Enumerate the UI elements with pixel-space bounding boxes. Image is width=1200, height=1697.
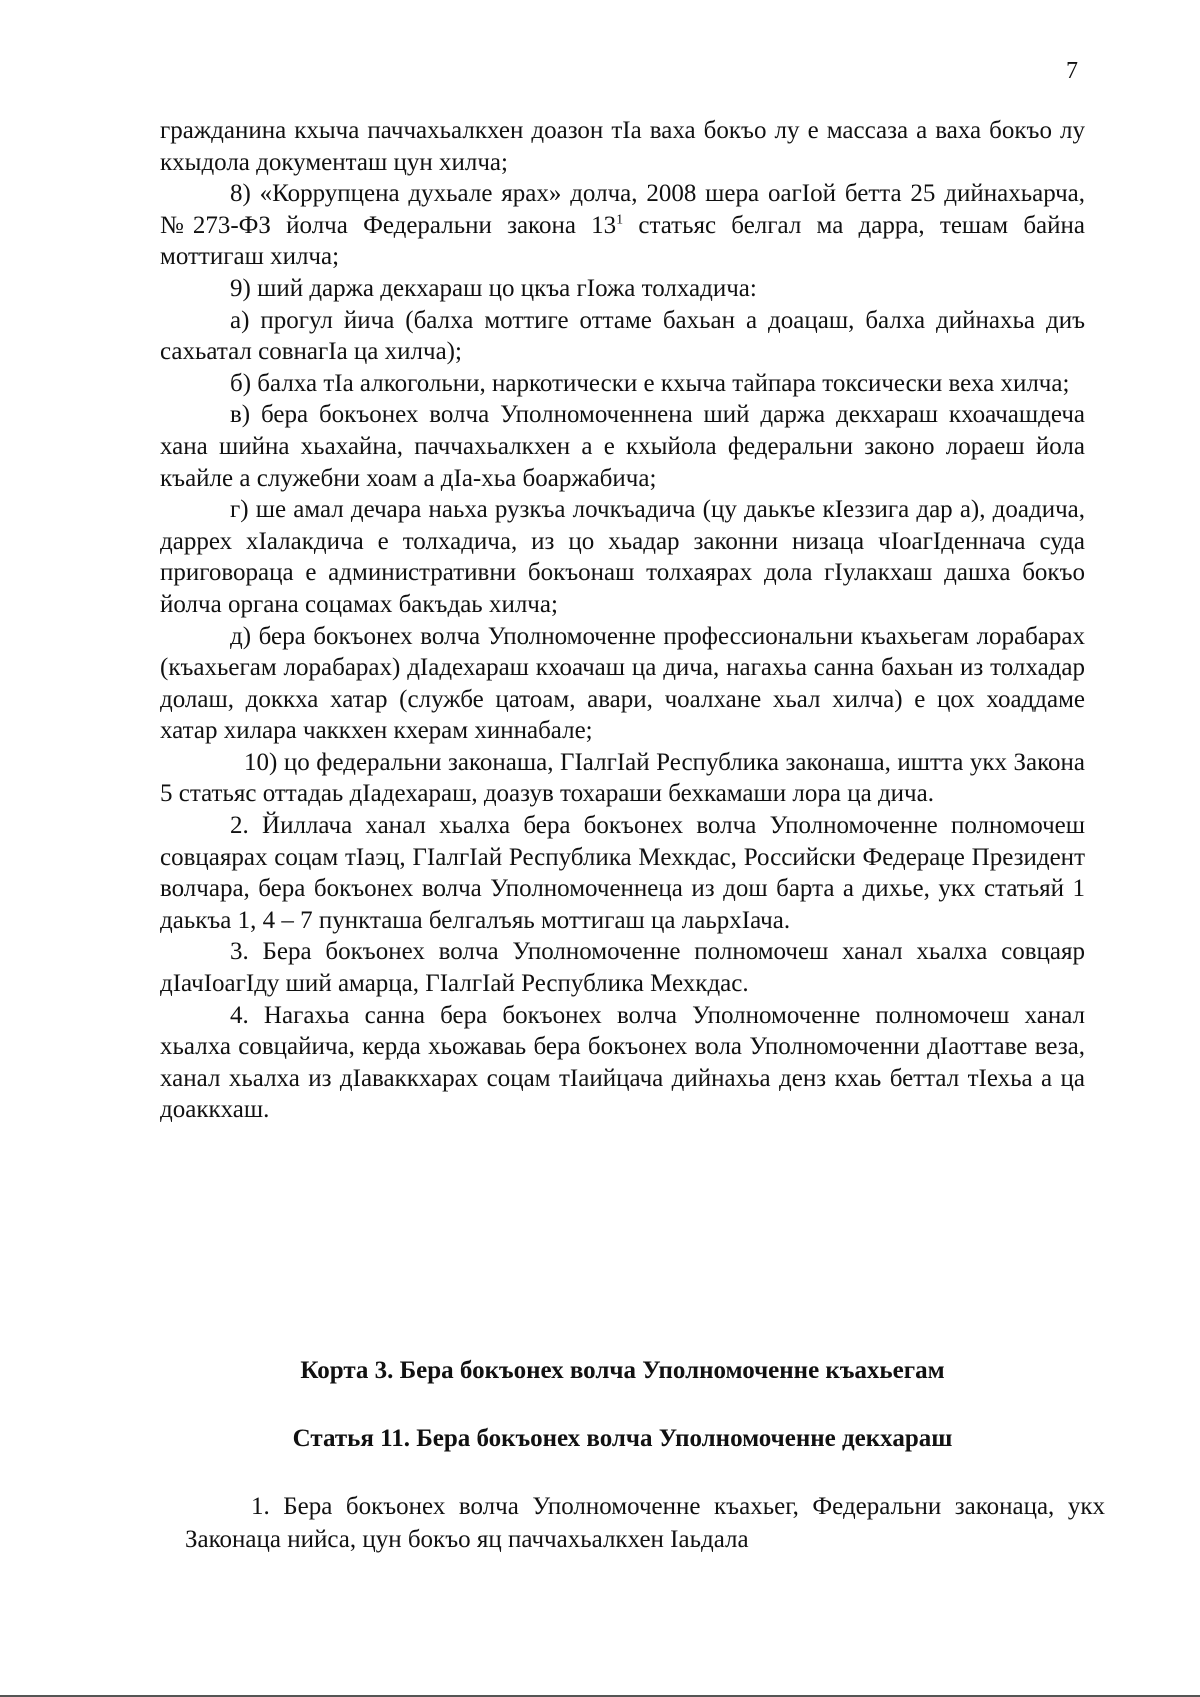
paragraph-5: в) бера бокъонех волча Уполномоченнена ший даржа декхараш кхоачашдеча хана шийна хьахайна, паччахьалкхен а е кхыйола федеральни законо лораеш йола къайле а служебни хоам а дIа-хьа боаржабича;	[160, 401, 1085, 492]
body-text	[160, 115, 1085, 1126]
paragraph-9: 2. Йиллача ханал хьалха бера бокъонех волча Уполномоченне полномочеш совцаярах соцам тIаэц, ГIалгIай Республика Мехкдас, Российски Федераце Президент волчара, бера бокъонех волча Уполномоченнеца из дош барта а дихье, укх статьяй 1 даькъа 1, 4 – 7 пункташа белгалъяь моттигаш ца лаьрхIача.	[160, 812, 1085, 934]
paragraph-1	[160, 178, 1085, 273]
paragraph-11: 4. Нагахьа санна бера бокъонех волча Уполномоченне полномочеш ханал хьалха совцайича, керда хьожаваь бера бокъонех вола Уполномоченни дIаоттаве веза, ханал хьалха из дIаваккхарах соцам тIаийцача дийнахьа денз кхаь беттал тIехьа а ца доаккхаш.	[160, 1001, 1085, 1124]
chapter-heading: Корта 3. Бера бокъонех волча Уполномоченне къахьегам	[300, 1357, 945, 1384]
paragraph-8: 10) цо федеральни законаша, ГIалгIай Республика законаша, иштта укх Закона 5 статьяс оттадаь дIадехараш, доазув тохараши бехкамаши лора ца дича.	[160, 748, 1085, 808]
article-body	[185, 1490, 1105, 1556]
article-heading: Статья 11. Бера бокъонех волча Уполномоченне декхараш	[292, 1425, 953, 1452]
paragraph-0: гражданина кхыча паччахьалкхен доазон тIа ваха бокъо лу е массаза а ваха бокъо лу кхыдола документаш цун хилча;	[160, 117, 1085, 176]
paragraph-4: б) балха тIа алкогольни, наркотически е кхыча тайпара токсически веха хилча;	[230, 369, 1070, 397]
superscript: 1	[616, 212, 624, 228]
paragraph-1-text: 8) «Коррупцена духьале ярах» долча, 2008 шера оагIой бетта 25 дийнахьарча, №273-ФЗ йолча Федеральни закона 13	[160, 180, 1085, 239]
paragraph-6: г) ше амал дечара наьха рузкъа лочкъадича (цу даькъе кIеззига дар а), доадича, даррех хIалакдича е толхадича, из цо хьадар законни низаца чIоагIденнача суда приговораца е административни бокъонаш толхаярах дола гIулакхаш дашха бокъо йолча органа соцамах бакъдаь хилча;	[160, 496, 1085, 618]
paragraph-3: а) прогул йича (балха моттиге оттаме бахьан а доацаш, балха дийнахьа диъ сахьатал совнагIа ца хилча);	[160, 306, 1085, 366]
page-number: 7	[1066, 58, 1078, 84]
paragraph-2: 9) ший даржа декхараш цо цкъа гIожа толхадича:	[230, 274, 757, 302]
paragraph-1-text-after: статьяс белгал ма дарра, тешам байна моттигаш хилча;	[160, 211, 1085, 271]
article-paragraph-1: 1. Бера бокъонех волча Уполномоченне къахьег, Федеральни законаца, укх Законаца нийса, цун бокъо яц паччахьалкхен Iаьдала	[185, 1493, 1105, 1553]
paragraph-7: д) бера бокъонех волча Уполномоченне профессиональни къахьегам лорабарах (къахьегам лорабарах) дIадехараш кхоачаш ца дича, нагахьа санна бахьан из толхадар долаш, доккха хатар (службе цатоам, авари, чоалхане хьал хилча) е цох хоаддаме хатар хилара чаккхен кхерам хиннабале;	[160, 622, 1085, 745]
paragraph-10: 3. Бера бокъонех волча Уполномоченне полномочеш ханал хьалха совцаяр дIачIоагIду ший амарца, ГIалгIай Республика Мехкдас.	[160, 938, 1085, 998]
